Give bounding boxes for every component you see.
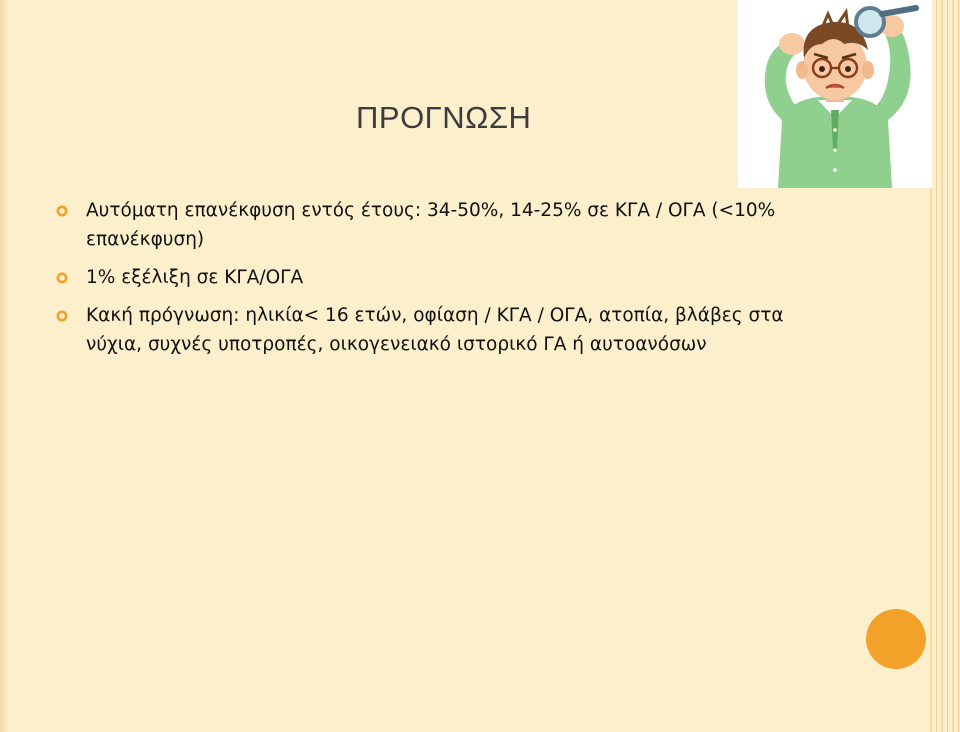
worried-man-illustration xyxy=(738,0,932,188)
bullet-item xyxy=(56,263,836,292)
bullet-list xyxy=(56,196,836,368)
hollow-circle-bullet-icon xyxy=(56,272,68,284)
bullet-text: 1% εξέλιξη σε ΚΓΑ/ΟΓΑ xyxy=(86,267,304,288)
slide-title: ΠΡΟΓΝΩΣΗ xyxy=(356,100,532,135)
bullet-item xyxy=(56,301,836,359)
bullet-text: Κακή πρόγνωση: ηλικία< 16 ετών, οφίαση / ΚΓΑ / ΟΓΑ, ατοπία, βλάβες στα νύχια, συχνές υποτροπές, οικογενειακό ιστορικό ΓΑ ή αυτοανόσων xyxy=(86,305,784,355)
hollow-circle-bullet-icon xyxy=(56,310,68,322)
hollow-circle-bullet-icon xyxy=(56,205,68,217)
left-decorative-border xyxy=(0,0,8,732)
bullet-text: Αυτόματη επανέκφυση εντός έτους: 34-50%, 14-25% σε ΚΓΑ / ΟΓΑ (<10% επανέκφυση) xyxy=(86,200,776,250)
orange-accent-circle xyxy=(866,609,926,669)
worried-man-magnifying-glass-icon xyxy=(738,0,932,188)
bullet-item xyxy=(56,196,836,254)
